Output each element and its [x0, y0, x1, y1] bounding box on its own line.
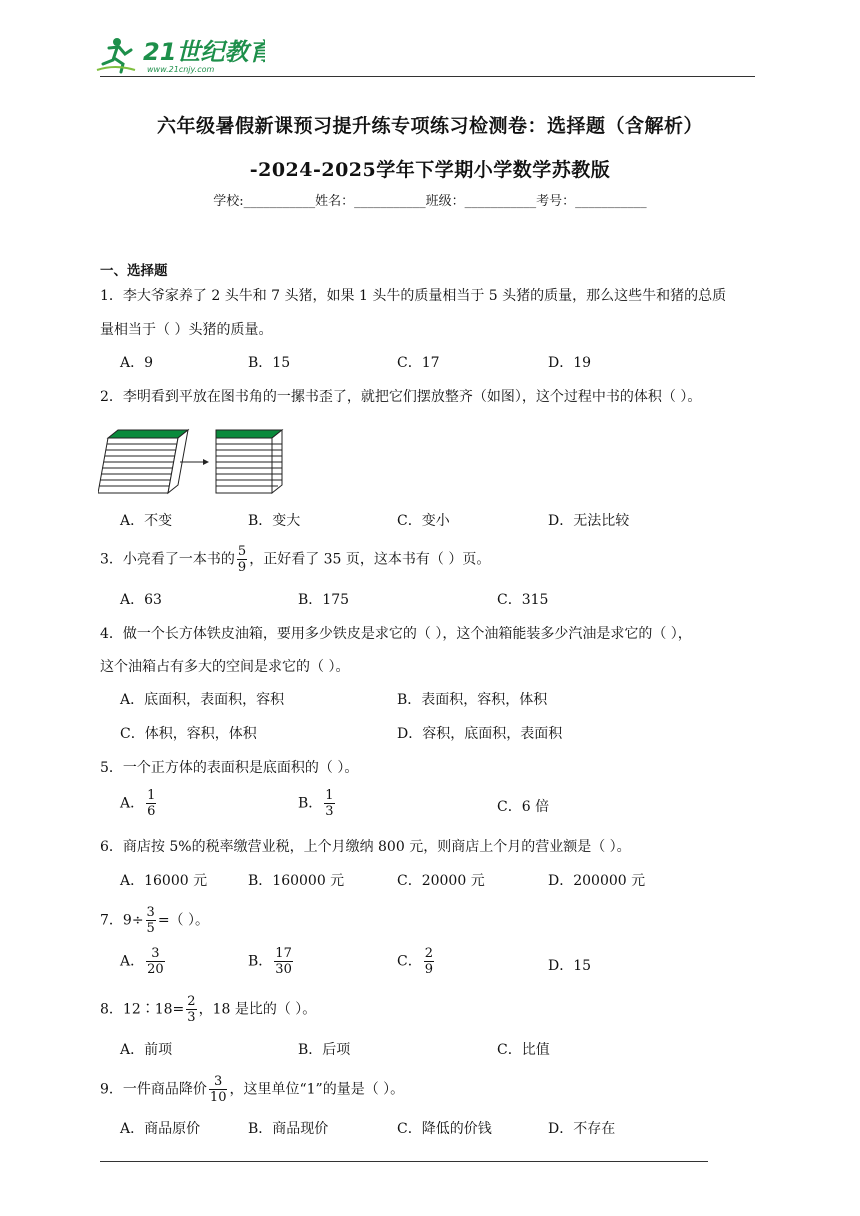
question-1-option-c: C．17: [397, 355, 440, 371]
question-1-line2: 量相当于（ ）头猪的质量。: [100, 322, 273, 338]
question-3-option-c: C．315: [497, 592, 549, 608]
question-3-text: 3．小亮看了一本书的 $\frac{5}{9}$ ，正好看了 35 页，这本书有（ ）页。: [100, 544, 491, 575]
question-5-text: 5．一个正方体的表面积是底面积的（ ）。: [100, 760, 359, 776]
page-title-line1: 六年级暑假新课预习提升练专项练习检测卷：选择题（含解析）: [156, 115, 703, 137]
question-7-option-d: D．15: [548, 958, 592, 974]
question-5-option-c: C．6 倍: [497, 799, 550, 815]
student-info-line: 学校:___________姓名：___________班级：___________考号：___________: [213, 194, 647, 209]
question-1-option-b: B．15: [248, 355, 291, 371]
logo-runner-icon: [95, 34, 265, 76]
question-7-option-b: B． $\frac{17}{30}$: [248, 946, 292, 977]
question-2-option-d: D．无法比较: [548, 513, 630, 529]
question-2-option-b: B．变大: [248, 513, 301, 529]
question-8-text: 8．12∶18= $\frac{2}{3}$ ，18 是比的（ ）。: [100, 994, 317, 1025]
question-4-option-a: A．底面积，表面积，容积: [120, 692, 285, 708]
question-9-option-d: D．不存在: [548, 1121, 616, 1137]
section-title: 一、选择题: [100, 263, 168, 279]
question-4-option-d: D．容积，底面积，表面积: [397, 726, 563, 742]
question-4-line1: 4．做一个长方体铁皮油箱，要用多少铁皮是求它的（ ），这个油箱能装多少汽油是求它的（ ），: [100, 626, 692, 642]
question-6-text: 6．商店按 5%的税率缴营业税，上个月缴纳 800 元，则商店上个月的营业额是（ ）。: [100, 839, 631, 855]
question-1-line1: 1．李大爷家养了 2 头牛和 7 头猪，如果 1 头牛的质量相当于 5 头猪的质量，那么这些牛和猪的总质: [100, 288, 727, 304]
logo: [95, 34, 265, 76]
question-6-option-d: D．200000 元: [548, 873, 646, 889]
question-6-option-b: B．160000 元: [248, 873, 345, 889]
logo-text: 21世纪教育: [143, 38, 265, 66]
question-5-option-b: B． $\frac{1}{3}$: [298, 788, 334, 819]
question-8-option-a: A．前项: [120, 1042, 173, 1058]
question-2-text: 2．李明看到平放在图书角的一摞书歪了，就把它们摆放整齐（如图），这个过程中书的体积（ ）。: [100, 389, 702, 405]
question-9-text: 9．一件商品降价 $\frac{3}{10}$ ，这里单位“1”的量是（ ）。: [100, 1074, 405, 1105]
question-9-option-b: B．商品现价: [248, 1121, 329, 1137]
logo-url-text: www.21cnjy.com: [147, 65, 215, 74]
question-4-option-b: B．表面积，容积，体积: [397, 692, 548, 708]
question-9-option-c: C．降低的价钱: [397, 1121, 492, 1137]
footer-divider: [100, 1161, 708, 1162]
question-1-option-a: A．9: [120, 355, 154, 371]
question-9-option-a: A．商品原价: [120, 1121, 201, 1137]
question-1-option-d: D．19: [548, 355, 592, 371]
question-6-option-c: C．20000 元: [397, 873, 485, 889]
question-6-option-a: A．16000 元: [120, 873, 208, 889]
book-stack-figure: [98, 422, 290, 498]
question-3-option-a: A．63: [120, 592, 162, 608]
question-5-option-a: A． $\frac{1}{6}$: [120, 788, 156, 819]
question-2-option-a: A．不变: [120, 513, 173, 529]
header-divider: [100, 76, 755, 77]
question-3-option-b: B．175: [298, 592, 350, 608]
question-7-option-a: A． $\frac{3}{20}$: [120, 946, 164, 977]
question-2-option-c: C．变小: [397, 513, 450, 529]
page-title-line2: -2024-2025学年下学期小学数学苏教版: [249, 159, 611, 181]
question-7-option-c: C． $\frac{2}{9}$: [397, 946, 433, 977]
question-8-option-b: B．后项: [298, 1042, 351, 1058]
fraction: $\frac{5}{9}$: [237, 544, 247, 575]
question-8-option-c: C．比值: [497, 1042, 550, 1058]
question-4-line2: 这个油箱占有多大的空间是求它的（ ）。: [100, 659, 350, 675]
question-4-option-c: C．体积，容积，体积: [120, 726, 257, 742]
question-7-text: 7．9÷ $\frac{3}{5}$ =（ ）。: [100, 905, 210, 936]
